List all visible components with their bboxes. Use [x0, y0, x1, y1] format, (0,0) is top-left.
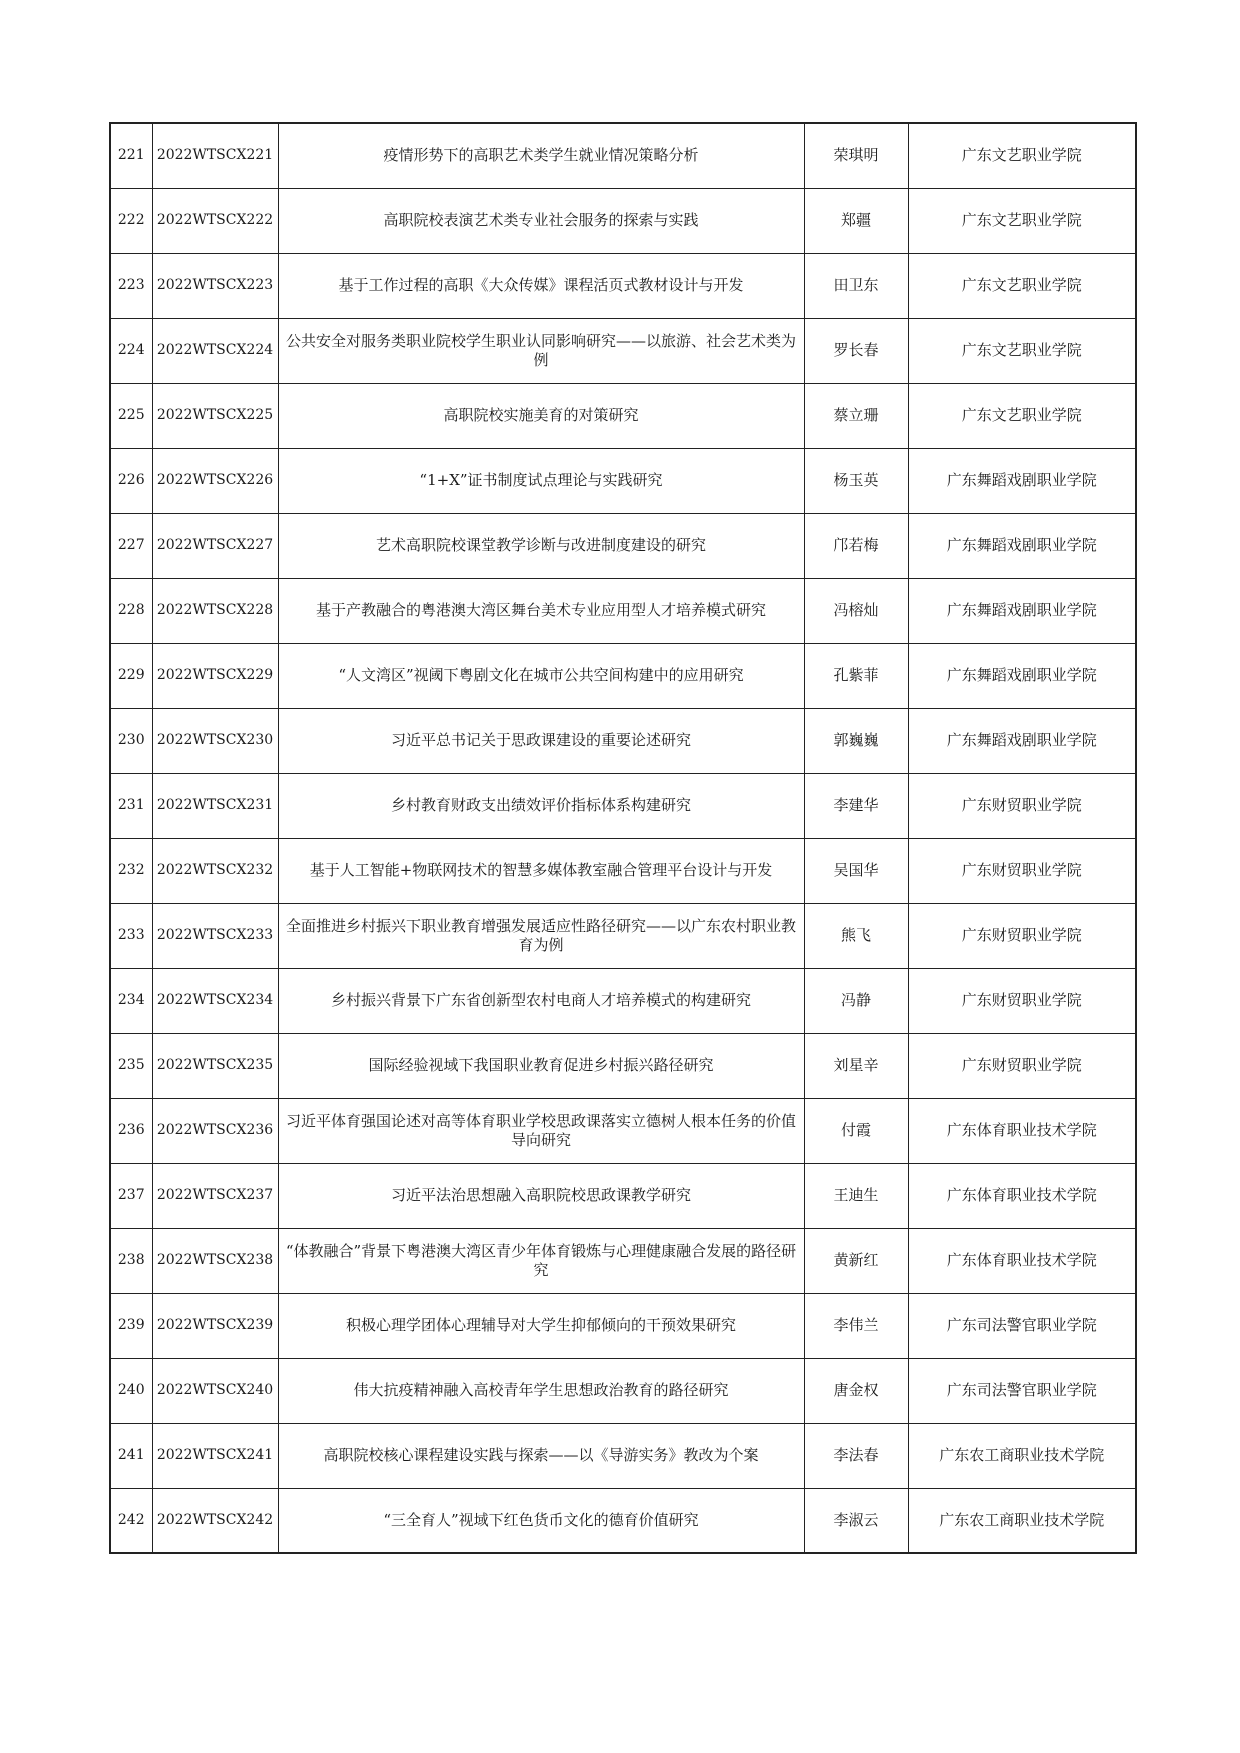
project-title: 高职院校实施美育的对策研究: [278, 383, 804, 448]
project-code: 2022WTSCX230: [152, 708, 278, 773]
row-number: 227: [110, 513, 152, 578]
project-code: 2022WTSCX237: [152, 1163, 278, 1228]
row-number: 233: [110, 903, 152, 968]
row-number: 226: [110, 448, 152, 513]
table-row: [110, 903, 1136, 968]
project-title: 习近平体育强国论述对高等体育职业学校思政课落实立德树人根本任务的价值导向研究: [278, 1098, 804, 1163]
project-title: 全面推进乡村振兴下职业教育增强发展适应性路径研究——以广东农村职业教育为例: [278, 903, 804, 968]
table-row: [110, 448, 1136, 513]
row-number: 236: [110, 1098, 152, 1163]
project-title: 国际经验视域下我国职业教育促进乡村振兴路径研究: [278, 1033, 804, 1098]
school-name: 广东财贸职业学院: [908, 903, 1136, 968]
project-title: “1+X”证书制度试点理论与实践研究: [278, 448, 804, 513]
project-leader: 冯榕灿: [804, 578, 908, 643]
school-name: 广东文艺职业学院: [908, 318, 1136, 383]
table-row: [110, 253, 1136, 318]
school-name: 广东文艺职业学院: [908, 188, 1136, 253]
row-number: 232: [110, 838, 152, 903]
school-name: 广东司法警官职业学院: [908, 1358, 1136, 1423]
table-row: [110, 513, 1136, 578]
row-number: 231: [110, 773, 152, 838]
table-row: [110, 1033, 1136, 1098]
project-title: “体教融合”背景下粤港澳大湾区青少年体育锻炼与心理健康融合发展的路径研究: [278, 1228, 804, 1293]
project-title: 公共安全对服务类职业院校学生职业认同影响研究——以旅游、社会艺术类为例: [278, 318, 804, 383]
project-leader: 吴国华: [804, 838, 908, 903]
project-leader: 黄新红: [804, 1228, 908, 1293]
row-number: 223: [110, 253, 152, 318]
table-row: [110, 708, 1136, 773]
project-code: 2022WTSCX223: [152, 253, 278, 318]
school-name: 广东农工商职业技术学院: [908, 1488, 1136, 1553]
table-body: [110, 123, 1136, 1553]
table-row: [110, 1098, 1136, 1163]
project-title: 高职院校表演艺术类专业社会服务的探索与实践: [278, 188, 804, 253]
project-code: 2022WTSCX235: [152, 1033, 278, 1098]
project-title: 高职院校核心课程建设实践与探索——以《导游实务》教改为个案: [278, 1423, 804, 1488]
project-title: 乡村振兴背景下广东省创新型农村电商人才培养模式的构建研究: [278, 968, 804, 1033]
project-code: 2022WTSCX229: [152, 643, 278, 708]
project-code: 2022WTSCX234: [152, 968, 278, 1033]
project-code: 2022WTSCX227: [152, 513, 278, 578]
school-name: 广东体育职业技术学院: [908, 1163, 1136, 1228]
table-row: [110, 773, 1136, 838]
school-name: 广东财贸职业学院: [908, 968, 1136, 1033]
project-code: 2022WTSCX222: [152, 188, 278, 253]
project-leader: 唐金权: [804, 1358, 908, 1423]
project-leader: 李淑云: [804, 1488, 908, 1553]
project-leader: 罗长春: [804, 318, 908, 383]
school-name: 广东农工商职业技术学院: [908, 1423, 1136, 1488]
row-number: 238: [110, 1228, 152, 1293]
table-row: [110, 1423, 1136, 1488]
row-number: 225: [110, 383, 152, 448]
project-table: [109, 122, 1137, 1554]
project-title: 基于产教融合的粤港澳大湾区舞台美术专业应用型人才培养模式研究: [278, 578, 804, 643]
project-code: 2022WTSCX238: [152, 1228, 278, 1293]
project-code: 2022WTSCX241: [152, 1423, 278, 1488]
row-number: 224: [110, 318, 152, 383]
row-number: 240: [110, 1358, 152, 1423]
project-leader: 冯静: [804, 968, 908, 1033]
project-leader: 邝若梅: [804, 513, 908, 578]
project-leader: 李法春: [804, 1423, 908, 1488]
project-leader: 熊飞: [804, 903, 908, 968]
table-row: [110, 1293, 1136, 1358]
project-leader: 田卫东: [804, 253, 908, 318]
table-row: [110, 578, 1136, 643]
project-title: 疫情形势下的高职艺术类学生就业情况策略分析: [278, 123, 804, 188]
project-title: 艺术高职院校课堂教学诊断与改进制度建设的研究: [278, 513, 804, 578]
project-leader: 郑疆: [804, 188, 908, 253]
school-name: 广东体育职业技术学院: [908, 1098, 1136, 1163]
school-name: 广东舞蹈戏剧职业学院: [908, 448, 1136, 513]
project-title: 基于工作过程的高职《大众传媒》课程活页式教材设计与开发: [278, 253, 804, 318]
project-leader: 王迪生: [804, 1163, 908, 1228]
school-name: 广东舞蹈戏剧职业学院: [908, 643, 1136, 708]
school-name: 广东财贸职业学院: [908, 1033, 1136, 1098]
project-title: 积极心理学团体心理辅导对大学生抑郁倾向的干预效果研究: [278, 1293, 804, 1358]
project-code: 2022WTSCX242: [152, 1488, 278, 1553]
project-leader: 郭巍巍: [804, 708, 908, 773]
project-title: 乡村教育财政支出绩效评价指标体系构建研究: [278, 773, 804, 838]
project-code: 2022WTSCX226: [152, 448, 278, 513]
project-leader: 李建华: [804, 773, 908, 838]
table-row: [110, 318, 1136, 383]
school-name: 广东舞蹈戏剧职业学院: [908, 708, 1136, 773]
school-name: 广东体育职业技术学院: [908, 1228, 1136, 1293]
table-row: [110, 188, 1136, 253]
project-code: 2022WTSCX228: [152, 578, 278, 643]
school-name: 广东文艺职业学院: [908, 123, 1136, 188]
project-code: 2022WTSCX225: [152, 383, 278, 448]
project-code: 2022WTSCX221: [152, 123, 278, 188]
table-row: [110, 1488, 1136, 1553]
row-number: 228: [110, 578, 152, 643]
row-number: 222: [110, 188, 152, 253]
project-code: 2022WTSCX233: [152, 903, 278, 968]
project-code: 2022WTSCX236: [152, 1098, 278, 1163]
project-title: 基于人工智能+物联网技术的智慧多媒体教室融合管理平台设计与开发: [278, 838, 804, 903]
row-number: 230: [110, 708, 152, 773]
row-number: 239: [110, 1293, 152, 1358]
table-row: [110, 643, 1136, 708]
school-name: 广东财贸职业学院: [908, 773, 1136, 838]
row-number: 234: [110, 968, 152, 1033]
table-row: [110, 383, 1136, 448]
project-title: 习近平总书记关于思政课建设的重要论述研究: [278, 708, 804, 773]
project-leader: 蔡立珊: [804, 383, 908, 448]
school-name: 广东舞蹈戏剧职业学院: [908, 578, 1136, 643]
project-leader: 刘星辛: [804, 1033, 908, 1098]
project-code: 2022WTSCX231: [152, 773, 278, 838]
school-name: 广东文艺职业学院: [908, 383, 1136, 448]
project-leader: 孔紫菲: [804, 643, 908, 708]
row-number: 241: [110, 1423, 152, 1488]
row-number: 242: [110, 1488, 152, 1553]
table-row: [110, 968, 1136, 1033]
table-row: [110, 1228, 1136, 1293]
project-code: 2022WTSCX232: [152, 838, 278, 903]
school-name: 广东舞蹈戏剧职业学院: [908, 513, 1136, 578]
project-leader: 付霞: [804, 1098, 908, 1163]
project-title: “三全育人”视域下红色货币文化的德育价值研究: [278, 1488, 804, 1553]
row-number: 229: [110, 643, 152, 708]
project-title: 伟大抗疫精神融入高校青年学生思想政治教育的路径研究: [278, 1358, 804, 1423]
table-row: [110, 1358, 1136, 1423]
row-number: 221: [110, 123, 152, 188]
row-number: 235: [110, 1033, 152, 1098]
project-code: 2022WTSCX224: [152, 318, 278, 383]
table-row: [110, 123, 1136, 188]
project-leader: 李伟兰: [804, 1293, 908, 1358]
project-code: 2022WTSCX239: [152, 1293, 278, 1358]
school-name: 广东文艺职业学院: [908, 253, 1136, 318]
project-title: 习近平法治思想融入高职院校思政课教学研究: [278, 1163, 804, 1228]
school-name: 广东司法警官职业学院: [908, 1293, 1136, 1358]
table-row: [110, 1163, 1136, 1228]
project-leader: 杨玉英: [804, 448, 908, 513]
school-name: 广东财贸职业学院: [908, 838, 1136, 903]
table-row: [110, 838, 1136, 903]
project-title: “人文湾区”视阈下粤剧文化在城市公共空间构建中的应用研究: [278, 643, 804, 708]
project-code: 2022WTSCX240: [152, 1358, 278, 1423]
row-number: 237: [110, 1163, 152, 1228]
project-leader: 荣琪明: [804, 123, 908, 188]
